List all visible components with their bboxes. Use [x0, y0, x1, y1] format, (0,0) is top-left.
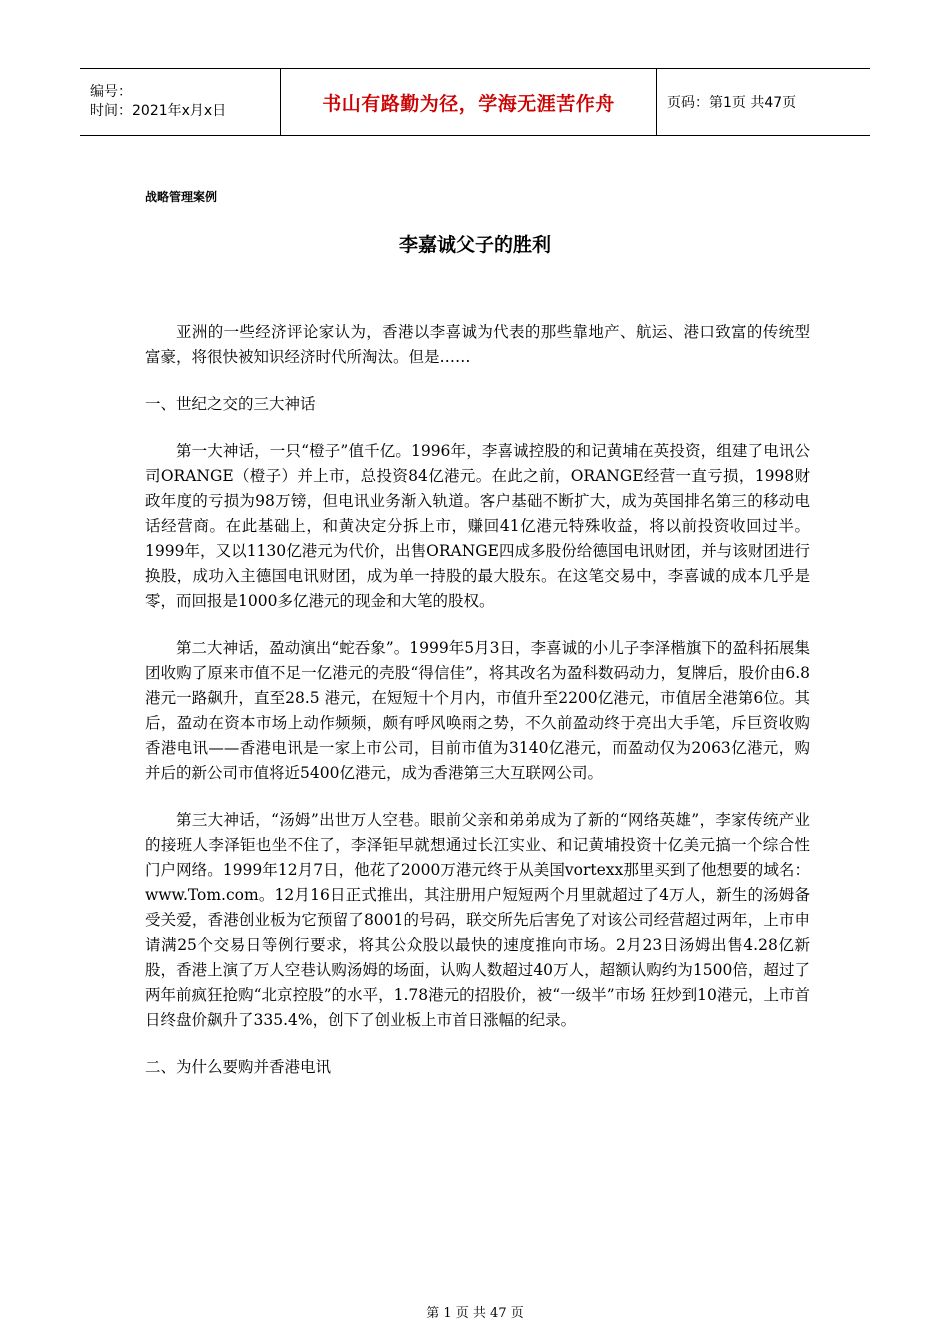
- document-category: 战略管理案例: [145, 190, 218, 204]
- header-motto: 书山有路勤为径，学海无涯苦作舟: [322, 92, 615, 115]
- serial-number-label: 编号：: [90, 84, 132, 100]
- paragraph-myth-3: 第三大神话，“汤姆”出世万人空巷。眼前父亲和弟弟成为了新的“网络英雄”，李家传统产业的接班人李泽钜也坐不住了，李泽钜早就想通过长江实业、和记黄埔投资十亿美元搞一个综合性门户网络。1999年12月7日，他花了2000万港元终于从美国vortexx那里买到了他想要的域名：www.Tom.com。12月16日正式推出，其注册用户短短两个月里就超过了4万人，新生的汤姆备受关爱，香港创业板为它预留了8001的号码，联交所先后害免了对该公司经营超过两年，上市申请满25个交易日等例行要求，将其公众股以最快的速度推向市场。2月23日汤姆出售4.28亿新股，香港上演了万人空巷认购汤姆的场面，认购人数超过40万人，超额认购约为1500倍，超过了两年前疯狂抢购“北京控股”的水平，1.78港元的招股价，被“一级半”市场 狂炒到10港元，上市首日终盘价飙升了335.4%，创下了创业板上市首日涨幅的纪录。: [145, 811, 810, 1029]
- section-heading-2: 二、为什么要购并香港电讯: [145, 1058, 332, 1076]
- section-heading-1: 一、世纪之交的三大神话: [145, 395, 316, 413]
- document-header: [80, 68, 870, 136]
- intro-paragraph: 亚洲的一些经济评论家认为，香港以李喜诚为代表的那些靠地产、航运、港口致富的传统型富豪，将很快被知识经济时代所淘汰。但是……: [145, 323, 810, 366]
- header-meta: [80, 69, 280, 135]
- document-body: [145, 320, 810, 1102]
- page-info-text: 页码：第1页 共47页: [667, 95, 797, 111]
- paragraph-myth-2: 第二大神话，盈动演出“蛇吞象”。1999年5月3日，李喜诚的小儿子李泽楷旗下的盈科拓展集团收购了原来市值不足一亿港元的壳股“得信佳”，将其改名为盈科数码动力，复牌后，股价由6.8港元一路飙升，直至28.5 港元，在短短十个月内，市值升至2200亿港元，市值居全港第6位。其后，盈动在资本市场上动作频频，颇有呼风唤雨之势，不久前盈动终于亮出大手笔，斥巨资收购香港电讯——香港电讯是一家上市公司，目前市值为3140亿港元，而盈动仅为2063亿港元，购并后的新公司市值将近5400亿港元，成为香港第三大互联网公司。: [145, 639, 810, 782]
- page-title: 李嘉诚父子的胜利: [398, 234, 551, 256]
- header-page-info: [657, 69, 870, 135]
- date-label: 时间：2021年x月x日: [90, 103, 227, 119]
- header-motto-cell: [280, 69, 657, 135]
- paragraph-myth-1: 第一大神话，一只“橙子”值千亿。1996年，李喜诚控股的和记黄埔在英投资，组建了电讯公司ORANGE（橙子）并上市，总投资84亿港元。在此之前，ORANGE经营一直亏损，1998财政年度的亏损为98万镑，但电讯业务渐入轨道。客户基础不断扩大，成为英国排名第三的移动电话经营商。在此基础上，和黄决定分拆上市，赚回41亿港元特殊收益，将以前投资收回过半。1999年，又以1130亿港元为代价，出售ORANGE四成多股份给德国电讯财团，并与该财团进行换股，成功入主德国电讯财团，成为单一持股的最大股东。在这笔交易中，李喜诚的成本几乎是零，而回报是1000多亿港元的现金和大笔的股权。: [145, 442, 810, 610]
- page-footer: 第 1 页 共 47 页: [426, 1306, 524, 1321]
